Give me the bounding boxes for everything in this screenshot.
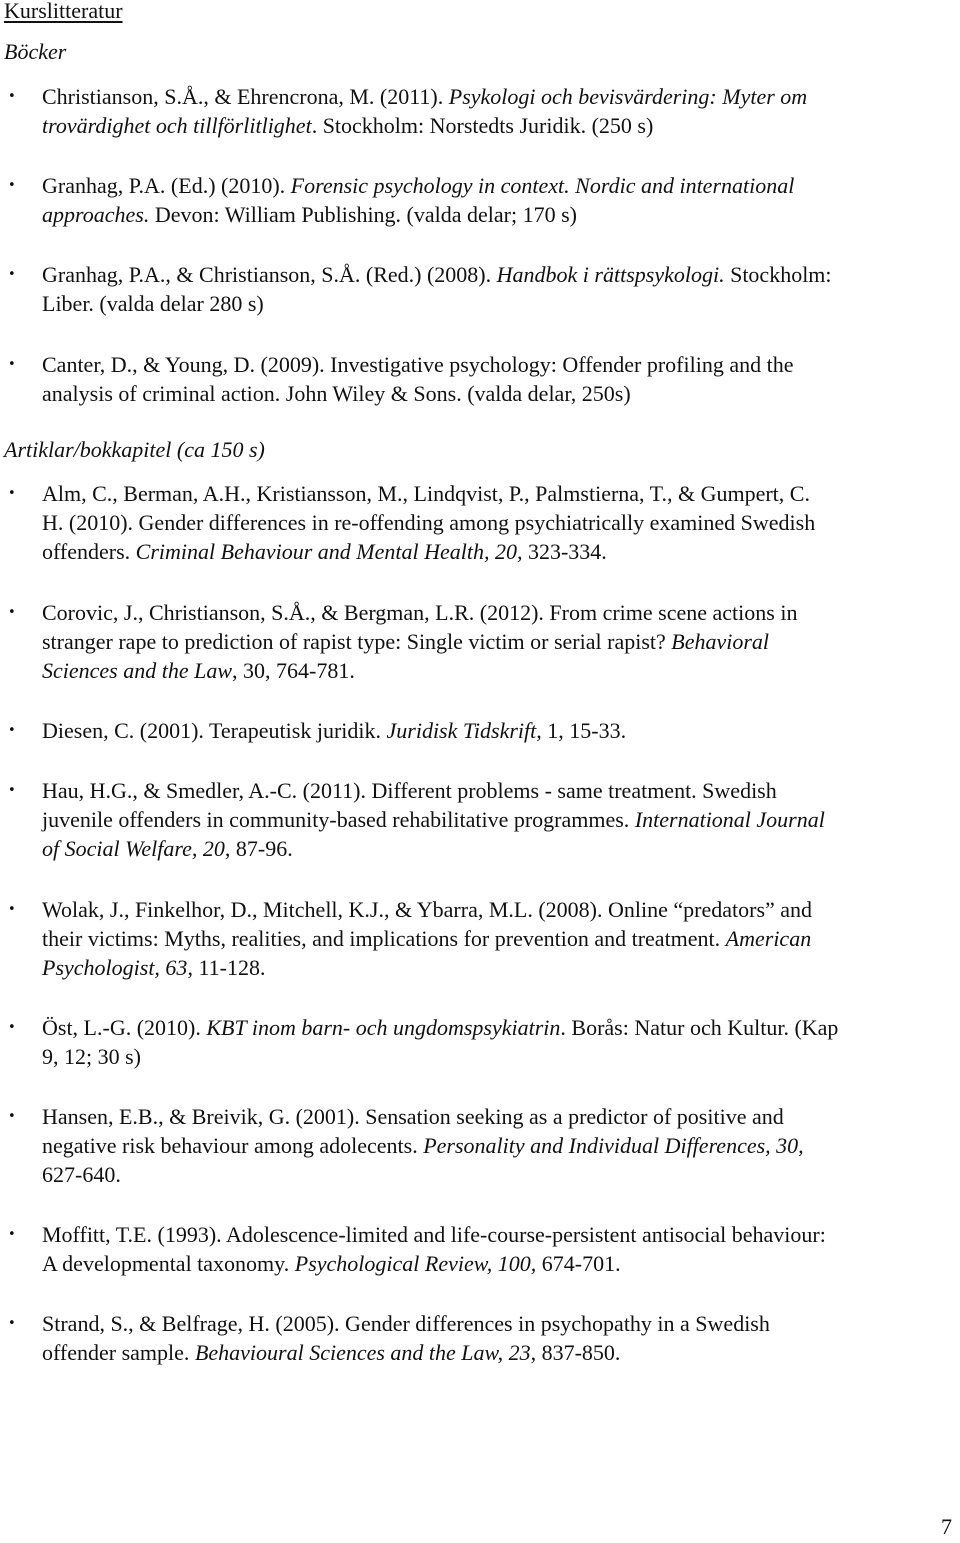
reference-line: approaches. Devon: William Publishing. (valda delar; 170 s) [42, 202, 577, 227]
reference-entry [8, 1309, 960, 1367]
reference-line: 627-640. [42, 1162, 121, 1187]
reference-line: Diesen, C. (2001). Terapeutisk juridik. Juridisk Tidskrift, 1, 15-33. [42, 718, 627, 743]
bullet-icon: • [8, 1020, 16, 1035]
reference-entry [8, 1220, 960, 1278]
reference-line: Liber. (valda delar 280 s) [42, 291, 264, 316]
reference-line: juvenile offenders in community-based rehabilitative programmes. International Journal [42, 807, 825, 832]
reference-line: Moffitt, T.E. (1993). Adolescence-limited and life-course-persistent antisocial behaviour: [42, 1222, 826, 1247]
reference-entry [8, 260, 960, 318]
reference-entry [8, 598, 960, 685]
reference-line: Alm, C., Berman, A.H., Kristiansson, M., Lindqvist, P., Palmstierna, T., & Gumpert, C. [42, 481, 810, 506]
reference-line: their victims: Myths, realities, and implications for prevention and treatment. American [42, 926, 812, 951]
bullet-icon: • [8, 486, 16, 501]
reference-line: Granhag, P.A., & Christianson, S.Å. (Red.) (2008). Handbok i rättspsykologi. Stockholm: [42, 262, 832, 287]
bullet-icon: • [8, 902, 16, 917]
reference-entry [8, 350, 960, 408]
reference-entry [8, 1102, 960, 1189]
page-number: 7 [941, 1514, 952, 1539]
reference-line: 9, 12; 30 s) [42, 1044, 141, 1069]
reference-line: Granhag, P.A. (Ed.) (2010). Forensic psychology in context. Nordic and international [42, 173, 795, 198]
section-articles-heading: Artiklar/bokkapitel (ca 150 s) [4, 437, 265, 462]
reference-entry [8, 716, 960, 745]
reference-line: negative risk behaviour among adolecents. Personality and Individual Differences, 30, [42, 1133, 804, 1158]
reference-line: Hansen, E.B., & Breivik, G. (2001). Sensation seeking as a predictor of positive and [42, 1104, 784, 1129]
reference-line: Hau, H.G., & Smedler, A.-C. (2011). Different problems - same treatment. Swedish [42, 778, 777, 803]
reference-line: of Social Welfare, 20, 87-96. [42, 836, 293, 861]
reference-line: trovärdighet och tillförlitlighet. Stockholm: Norstedts Juridik. (250 s) [42, 113, 654, 138]
reference-line: Corovic, J., Christianson, S.Å., & Bergman, L.R. (2012). From crime scene actions in [42, 600, 798, 625]
bullet-icon: • [8, 1316, 16, 1331]
reference-line: offenders. Criminal Behaviour and Mental Health, 20, 323-334. [42, 539, 607, 564]
reference-line: Canter, D., & Young, D. (2009). Investigative psychology: Offender profiling and the [42, 352, 794, 377]
bullet-icon: • [8, 1227, 16, 1242]
reference-line: stranger rape to prediction of rapist type: Single victim or serial rapist? Behavioral [42, 629, 770, 654]
reference-entry [8, 895, 960, 982]
reference-line: H. (2010). Gender differences in re-offending among psychiatrically examined Swedish [42, 510, 816, 535]
reference-line: Psychologist, 63, 11-128. [42, 955, 266, 980]
bullet-icon: • [8, 267, 16, 282]
bullet-icon: • [8, 357, 16, 372]
reference-entry [8, 479, 960, 566]
reference-entry [8, 1013, 960, 1071]
reference-entry [8, 776, 960, 863]
reference-line: Sciences and the Law, 30, 764-781. [42, 658, 355, 683]
bullet-icon: • [8, 89, 16, 104]
reference-line: Christianson, S.Å., & Ehrencrona, M. (2011). Psykologi och bevisvärdering: Myter om [42, 84, 808, 109]
reference-line: Wolak, J., Finkelhor, D., Mitchell, K.J., & Ybarra, M.L. (2008). Online “predators” and [42, 897, 813, 922]
reference-line: Strand, S., & Belfrage, H. (2005). Gender differences in psychopathy in a Swedish [42, 1311, 770, 1336]
page-heading: Kurslitteratur [4, 0, 123, 23]
reference-line: analysis of criminal action. John Wiley & Sons. (valda delar, 250s) [42, 381, 631, 406]
bullet-icon: • [8, 1109, 16, 1124]
bullet-icon: • [8, 723, 16, 738]
reference-entry [8, 82, 960, 140]
reference-line: offender sample. Behavioural Sciences and the Law, 23, 837-850. [42, 1340, 621, 1365]
bullet-icon: • [8, 783, 16, 798]
bullet-icon: • [8, 605, 16, 620]
reference-line: Öst, L.-G. (2010). KBT inom barn- och ungdomspsykiatrin. Borås: Natur och Kultur. (Kap [42, 1015, 839, 1040]
reference-line: A developmental taxonomy. Psychological Review, 100, 674-701. [42, 1251, 621, 1276]
bullet-icon: • [8, 178, 16, 193]
section-books-heading: Böcker [4, 39, 67, 64]
reference-entry [8, 171, 960, 229]
